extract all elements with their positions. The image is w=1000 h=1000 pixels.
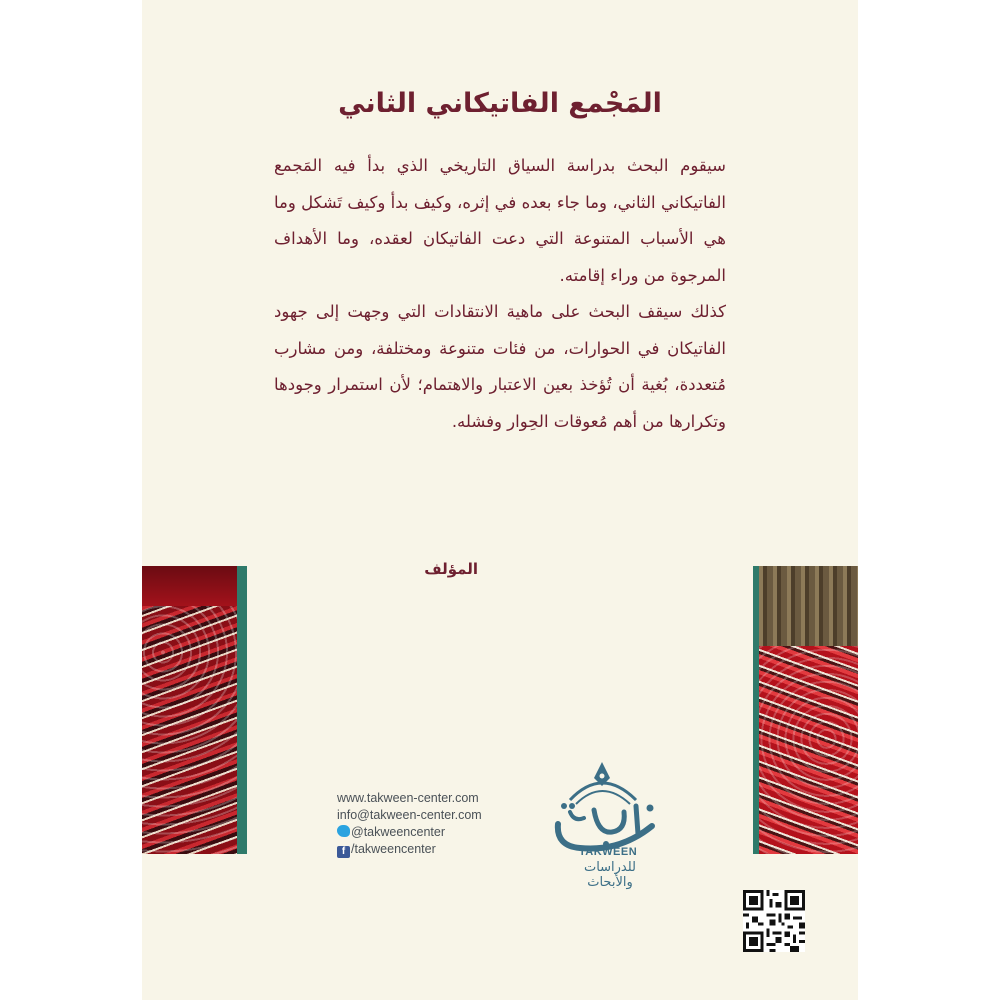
facebook-row[interactable]	[337, 841, 527, 858]
council-photo-left	[142, 566, 247, 854]
author-label: المؤلف	[424, 560, 478, 578]
twitter-row[interactable]	[337, 824, 527, 841]
facebook-icon: f	[337, 846, 350, 858]
synopsis-paragraph-1: سيقوم البحث بدراسة السياق التاريخي الذي بدأ فيه المَجمع الفاتيكاني الثاني، وما جاء بعده في إثره، وكيف بدأ وكيف تَشكل وما هي الأسباب المتنوعة التي دعت الفاتيكان لعقده، وما الأهداف المرجوة من وراء إقامته.	[274, 156, 726, 285]
email-link[interactable]: info@takween-center.com	[337, 808, 482, 822]
synopsis-paragraph-2: كذلك سيقف البحث على ماهية الانتقادات التي وجهت إلى جهود الفاتيكان في الحوارات، من فئات متنوعة ومختلفة، ومن مشارب مُتعددة، بُغية أن تُؤخذ بعين الاعتبار والاهتمام؛ لأن استمرار وجودها وتكرارها من أهم مُعوقات الحِوار وفشله.	[274, 302, 726, 431]
book-title: المَجْمع الفاتيكاني الثاني	[338, 88, 662, 119]
council-photo-right	[753, 566, 858, 854]
logo-arabic-subtitle: للدراسات والأبحاث	[583, 860, 637, 890]
qr-code[interactable]	[743, 890, 805, 952]
website-link[interactable]: www.takween-center.com	[337, 791, 479, 805]
twitter-handle: @takweencenter	[351, 825, 445, 839]
twitter-icon	[337, 825, 350, 837]
logo-english-text: TAKWEEN	[578, 846, 638, 858]
facebook-handle: /takweencenter	[351, 842, 436, 856]
contact-info	[337, 790, 527, 858]
synopsis	[274, 148, 726, 440]
